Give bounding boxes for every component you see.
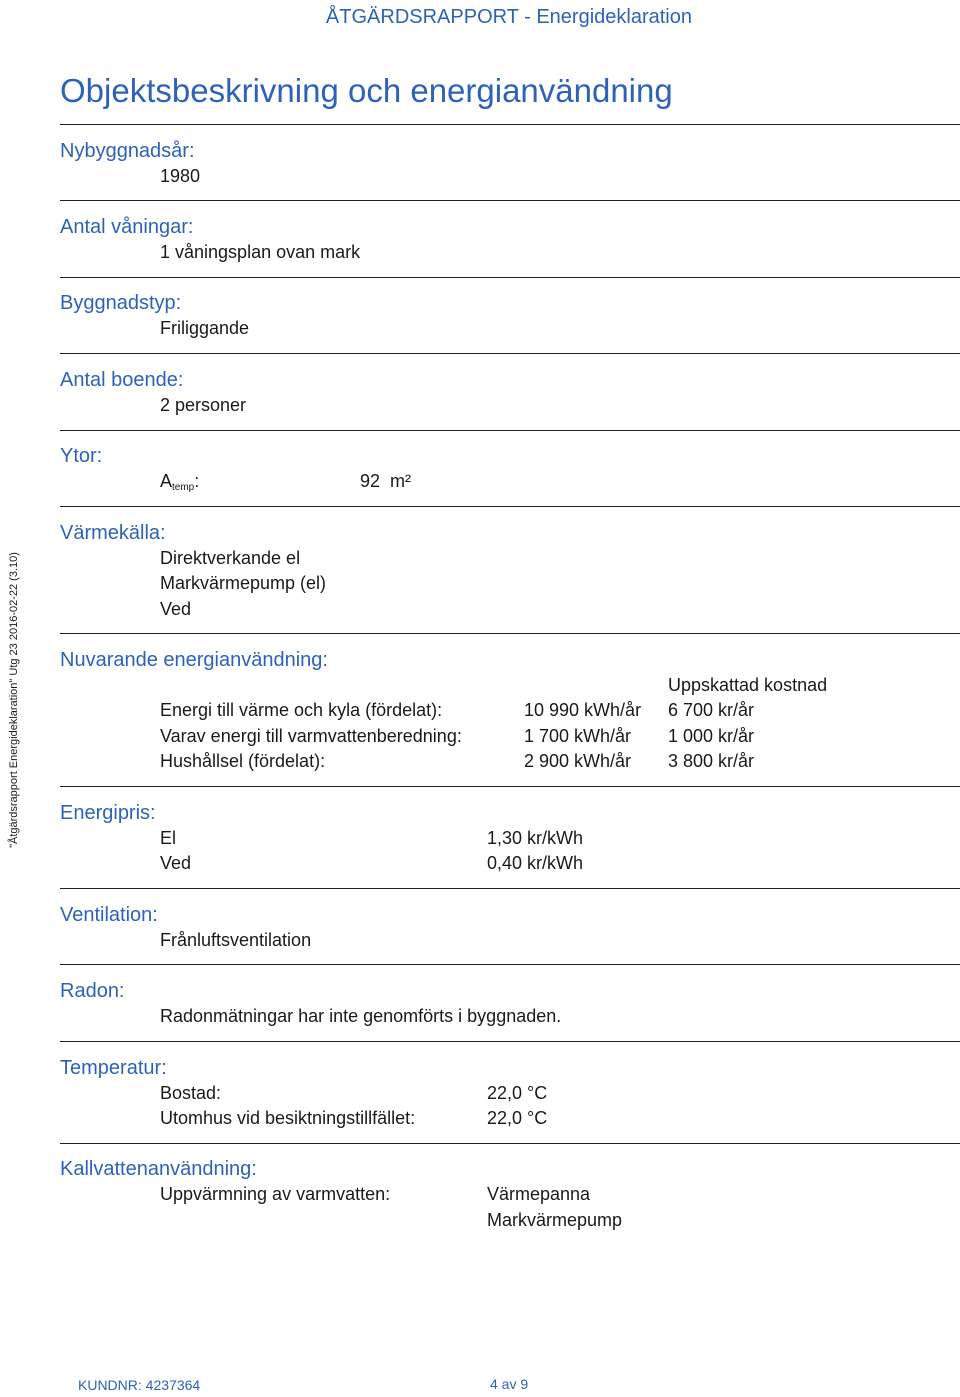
divider — [60, 964, 960, 965]
energy-price-value: 1,30 kr/kWh — [487, 828, 584, 848]
estimated-cost-header: Uppskattad kostnad — [668, 675, 828, 695]
temperature-label: Temperatur: — [60, 1057, 167, 1079]
divider — [60, 200, 960, 201]
atemp-subscript: temp — [172, 482, 195, 493]
floors-value: 1 våningsplan ovan mark — [160, 242, 361, 262]
ventilation-label: Ventilation: — [60, 904, 158, 926]
energy-row-name: Hushållsel (fördelat): — [160, 751, 326, 771]
atemp-main: A — [160, 471, 173, 491]
energy-use-label: Nuvarande energianvändning: — [60, 649, 328, 671]
heat-source-item: Direktverkande el — [160, 548, 301, 568]
energy-row-name: Varav energi till varmvattenberedning: — [160, 726, 462, 746]
hot-water-heating-value: Markvärmepump — [487, 1210, 623, 1230]
energy-price-value: 0,40 kr/kWh — [487, 853, 584, 873]
energy-row-cost: 3 800 kr/år — [668, 751, 755, 771]
divider — [60, 1041, 960, 1042]
energy-price-name: El — [160, 828, 177, 848]
residents-label: Antal boende: — [60, 369, 184, 391]
ventilation-value: Frånluftsventilation — [160, 930, 312, 950]
divider — [60, 277, 960, 278]
temperature-row-name: Bostad: — [160, 1083, 222, 1103]
floors-label: Antal våningar: — [60, 216, 194, 238]
heat-source-label: Värmekälla: — [60, 522, 166, 544]
building-type-label: Byggnadstyp: — [60, 292, 182, 314]
atemp-unit: m² — [390, 471, 411, 491]
temperature-row-value: 22,0 °C — [487, 1083, 548, 1103]
energy-row-kwh: 2 900 kWh/år — [524, 751, 632, 771]
energy-row-cost: 6 700 kr/år — [668, 700, 755, 720]
construction-year-label: Nybyggnadsår: — [60, 140, 195, 162]
energy-row-kwh: 1 700 kWh/år — [524, 726, 632, 746]
divider — [60, 786, 960, 787]
construction-year-value: 1980 — [160, 166, 201, 186]
radon-value: Radonmätningar har inte genomförts i byggnaden. — [160, 1006, 562, 1026]
page-number: 4 av 9 — [490, 1376, 529, 1392]
atemp-value: 92 — [360, 471, 381, 491]
heat-source-item: Ved — [160, 599, 192, 619]
heat-source-item: Markvärmepump (el) — [160, 573, 327, 593]
customer-number: KUNDNR: 4237364 — [78, 1377, 201, 1393]
energy-row-kwh: 10 990 kWh/år — [524, 700, 642, 720]
temperature-row-value: 22,0 °C — [487, 1108, 548, 1128]
areas-label: Ytor: — [60, 445, 103, 467]
energy-row-name: Energi till värme och kyla (fördelat): — [160, 700, 443, 720]
building-type-value: Friliggande — [160, 318, 250, 338]
cold-water-label: Kallvattenanvändning: — [60, 1158, 257, 1180]
page-title: Objektsbeskrivning och energianvändning — [60, 72, 673, 109]
divider — [60, 1143, 960, 1144]
energy-price-label: Energipris: — [60, 802, 156, 824]
sidebar-version-text: "Åtgärdsrapport Energideklaration" Utg 23 2016-02-22 (3.10) — [8, 552, 20, 848]
energy-row-cost: 1 000 kr/år — [668, 726, 755, 746]
divider — [60, 124, 960, 125]
atemp-colon: : — [194, 471, 200, 491]
hot-water-heating-value: Värmepanna — [487, 1184, 591, 1204]
divider — [60, 633, 960, 634]
temperature-row-name: Utomhus vid besiktningstillfället: — [160, 1108, 416, 1128]
divider — [60, 430, 960, 431]
radon-label: Radon: — [60, 980, 125, 1002]
divider — [60, 888, 960, 889]
hot-water-heating-label: Uppvärmning av varmvatten: — [160, 1184, 391, 1204]
atemp-label — [160, 471, 199, 493]
divider — [60, 353, 960, 354]
residents-value: 2 personer — [160, 395, 247, 415]
energy-price-name: Ved — [160, 853, 192, 873]
report-header: ÅTGÄRDSRAPPORT - Energideklaration — [325, 6, 692, 28]
divider — [60, 506, 960, 507]
